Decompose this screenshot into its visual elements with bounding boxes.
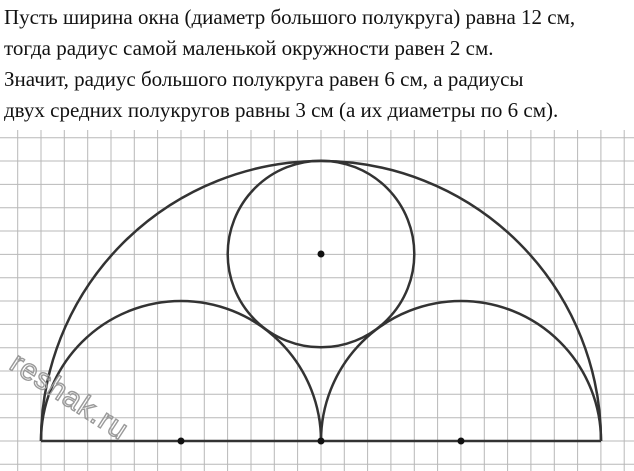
right-center-point: [458, 438, 465, 445]
window-figure: [0, 130, 634, 471]
left-center-point: [178, 438, 185, 445]
text-line-1: Пусть ширина окна (диаметр большого полукруга) равна 12 см,: [4, 5, 576, 29]
text-line-3: Значит, радиус большого полукруга равен 6 см, а радиусы: [4, 67, 524, 91]
text-line-2: тогда радиус самой маленькой окружности равен 2 см.: [4, 36, 494, 60]
watermark: reshak.ru: [4, 346, 135, 447]
solution-text: [4, 0, 632, 126]
text-line-4: двух средних полукругов равны 3 см (а их диаметры по 6 см).: [4, 98, 559, 122]
middle-center-point: [318, 438, 325, 445]
small-circle-center-point: [318, 251, 325, 258]
